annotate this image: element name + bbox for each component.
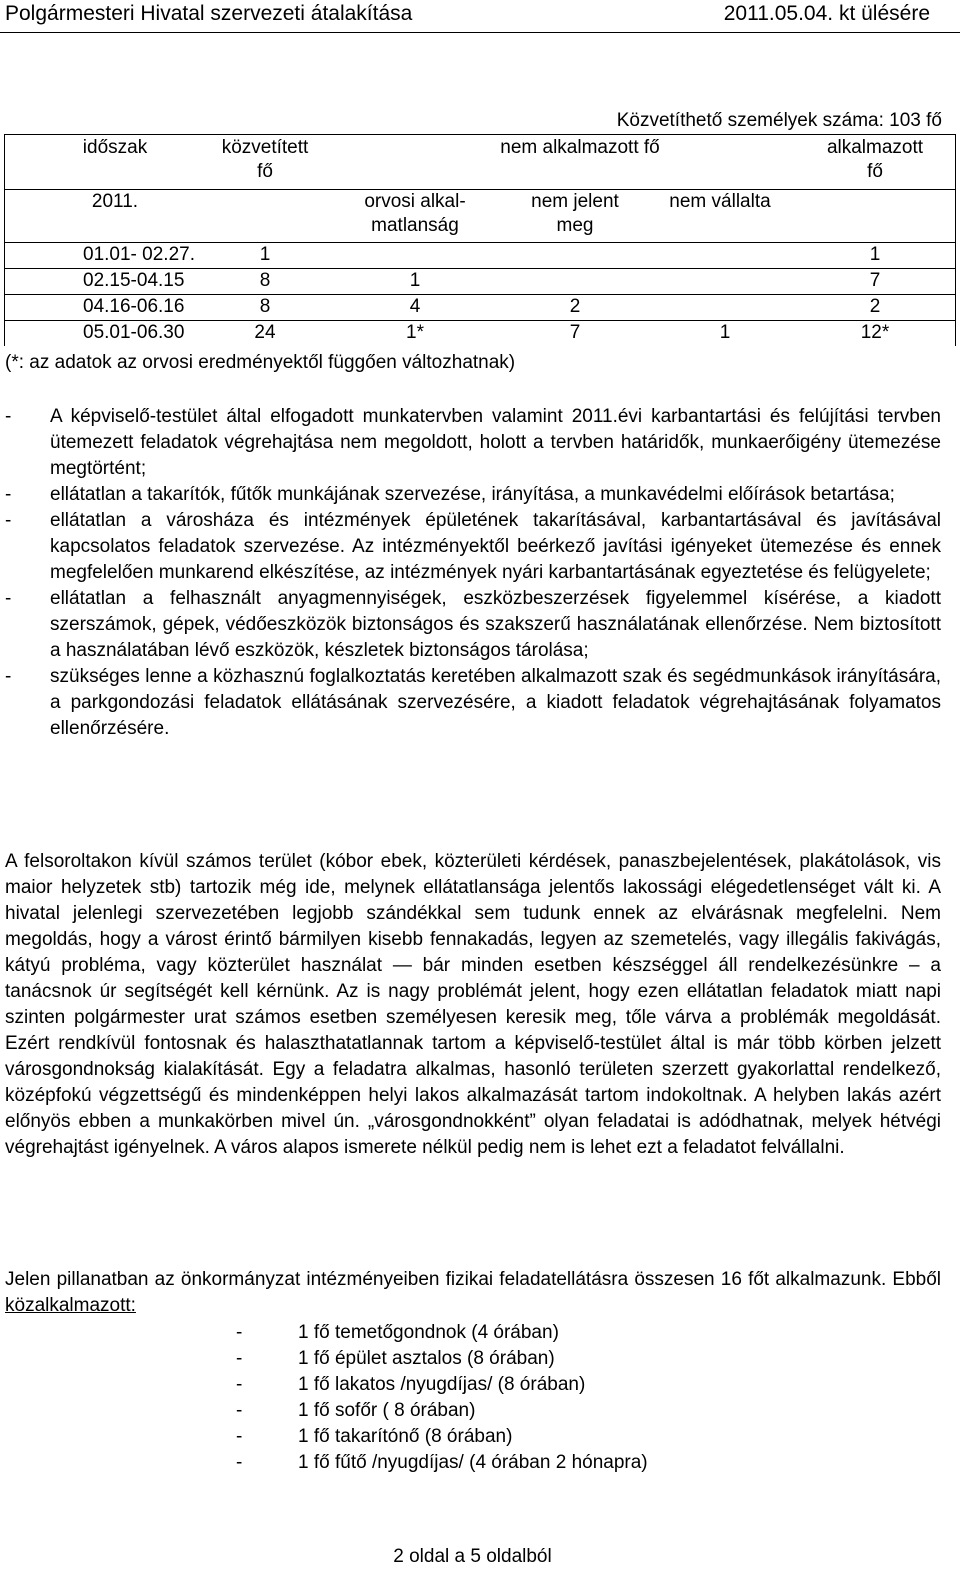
row-medical: 4 [409, 296, 421, 317]
list-item [5, 508, 941, 586]
row-period: 04.16-06.16 [83, 296, 185, 317]
employee-item [236, 1398, 648, 1424]
list-item [5, 482, 941, 508]
header-date: 2011.05.04. kt ülésére [723, 2, 930, 25]
col-header-mediated-unit: fő [257, 161, 273, 182]
employee-item [236, 1372, 648, 1398]
list-item [5, 664, 941, 742]
list-dash: - [5, 666, 12, 687]
list-dash: - [236, 1374, 243, 1395]
row-period: 01.01- 02.27. [83, 244, 195, 265]
employee-item [236, 1424, 648, 1450]
row-period: 05.01-06.30 [83, 322, 185, 343]
list-dash: - [5, 406, 12, 427]
list-item-text: ellátatlan a takarítók, fűtők munkájának szervezése, irányítása, a munkavédelmi előírások betartása; [50, 484, 895, 505]
employee-text: 1 fő lakatos /nyugdíjas/ (8 órában) [298, 1374, 586, 1395]
staff-paragraph-text: Jelen pillanatban az önkormányzat intézményeiben fizikai feladatellátásra összesen 16 főt alkalmazunk. Ebből [5, 1269, 941, 1290]
employee-list [236, 1320, 648, 1476]
row-medical: 1 [409, 270, 421, 291]
col-header-year: 2011. [91, 191, 139, 212]
list-dash: - [236, 1322, 243, 1343]
list-item-text: szükséges lenne a közhasznú foglalkoztatás keretében alkalmazott szak és segédmunkások irányítására, a parkgondozási feladatok ellátásának szervezésére, a kiadott feladatok végrehajtásának folyamatos ellenőrzésére. [50, 666, 941, 739]
list-dash: - [5, 588, 12, 609]
col-header-declined: nem vállalta [669, 191, 771, 212]
header-title: Polgármesteri Hivatal szervezeti átalakítása [5, 2, 413, 25]
row-declined: 1 [719, 322, 731, 343]
employee-text: 1 fő temetőgondnok (4 órában) [298, 1322, 559, 1343]
list-item-text: ellátatlan a városháza és intézmények épületének takarításával, karbantartásával és javításával kapcsolatos feladatok szervezése. Az intézményektől beérkező javítási igényeket ütemezése és ennek megfelelően munkarend elkészítése, az intézmények nyári karbantartásának egyeztetése és felügyelete; [50, 510, 941, 583]
employee-text: 1 fő fűtő /nyugdíjas/ (4 órában 2 hónapra) [298, 1452, 648, 1473]
col-header-period: időszak [82, 137, 148, 158]
list-item [5, 586, 941, 664]
table-rule [4, 134, 956, 135]
employee-item [236, 1450, 648, 1476]
row-no-show: 7 [569, 322, 581, 343]
col-header-no-show-cont: meg [556, 215, 594, 236]
staff-paragraph [5, 1267, 941, 1319]
col-header-mediated: közvetített [221, 137, 309, 158]
employee-item [236, 1320, 648, 1346]
row-employed: 12* [860, 322, 890, 343]
col-header-no-show: nem jelent [531, 191, 619, 212]
employee-text: 1 fő épület asztalos (8 órában) [298, 1348, 555, 1369]
row-mediated: 8 [259, 270, 271, 291]
list-dash: - [236, 1400, 243, 1421]
row-employed: 7 [869, 270, 881, 291]
deficiency-list [5, 404, 941, 742]
list-item-text: A képviselő-testület által elfogadott munkatervben valamint 2011.évi karbantartási és felújítási tervben ütemezett feladatok végrehajtása nem megoldott, holott a tervben határidők, munkaerőigény ütemezése megtörtént; [50, 406, 941, 479]
row-no-show: 2 [569, 296, 581, 317]
col-header-medical-cont: matlanság [371, 215, 459, 236]
col-header-not-employed: nem alkalmazott fő [500, 137, 660, 158]
employee-item [236, 1346, 648, 1372]
table-footnote: (*: az adatok az orvosi eredményektől függően változhatnak) [5, 352, 516, 373]
page-number: 2 oldal a 5 oldalból [393, 1546, 552, 1567]
row-employed: 1 [869, 244, 881, 265]
table-rule [4, 134, 5, 346]
row-mediated: 8 [259, 296, 271, 317]
employee-text: 1 fő takarítónő (8 órában) [298, 1426, 513, 1447]
list-dash: - [236, 1452, 243, 1473]
col-header-medical: orvosi alkal- [364, 191, 466, 212]
list-item-text: ellátatlan a felhasznált anyagmennyiségek, eszközbeszerzések figyelemmel kísérése, a kiadott szerszámok, gépek, védőeszközök biztonságos és szakszerű használatának ellenőrzése. Nem biztosított a használatában lévő eszközök, készletek biztonságos tárolása; [50, 588, 941, 661]
public-employee-label: közalkalmazott: [5, 1295, 136, 1316]
row-mediated: 24 [254, 322, 276, 343]
row-medical: 1* [406, 322, 424, 343]
page-header [0, 0, 960, 33]
main-paragraph: A felsoroltakon kívül számos terület (kóbor ebek, közterületi kérdések, panaszbejelentések, plakátolások, vis maior helyzetek stb) tartozik még ide, melynek ellátatlansága jelentős lakossági elégedetlenséget vált ki. A hivatal jelenlegi szervezetében legjobb szándékkal sem tudunk ennek az elvárásnak megfelelni. Nem megoldás, hogy a várost érintő bármilyen kisebb fennakadás, legyen az szemetelés, vagy illegális fakivágás, kátyú probléma, vagy közterület használat — bár minden esetben készséggel áll rendelkezésünkre – a tanácsnok úr segítségét kell kérnünk. Az is nagy problémát jelent, hogy ezen ellátatlan feladatok miatt napi szinten polgármester urat számos esetben személyesen keresik meg, tőle várva a problémák megoldását. Ezért rendkívül fontosnak és halaszthatatlannak tartom a képviselő-testület által is már több körben jelzett városgondnokság kialakítását. Egy a feladatra alkalmas, hasonló területen szerzett gyakorlattal rendelkező, középfokú végzettségű és mindenképpen helyi lakos alkalmazását tartom indokoltnak. A helyben lakás azért előnyös ebben a munkakörben mivel ún. „városgondnokként” olyan feladatai is adódhatnak, melyek hétvégi végrehajtást igényelnek. A város alapos ismerete nélkül pedig nem is lehet ezt a feladatot felvállalni. [5, 851, 941, 1158]
employee-text: 1 fő sofőr ( 8 órában) [298, 1400, 476, 1421]
table-caption: Közvetíthető személyek száma: 103 fő [616, 110, 942, 131]
row-period: 02.15-04.15 [83, 270, 185, 291]
list-dash: - [236, 1348, 243, 1369]
row-employed: 2 [869, 296, 881, 317]
row-mediated: 1 [259, 244, 271, 265]
list-dash: - [5, 484, 12, 505]
list-dash: - [5, 510, 12, 531]
col-header-employed: alkalmazott [826, 137, 924, 158]
list-item [5, 404, 941, 482]
col-header-employed-unit: fő [867, 161, 883, 182]
list-dash: - [236, 1426, 243, 1447]
